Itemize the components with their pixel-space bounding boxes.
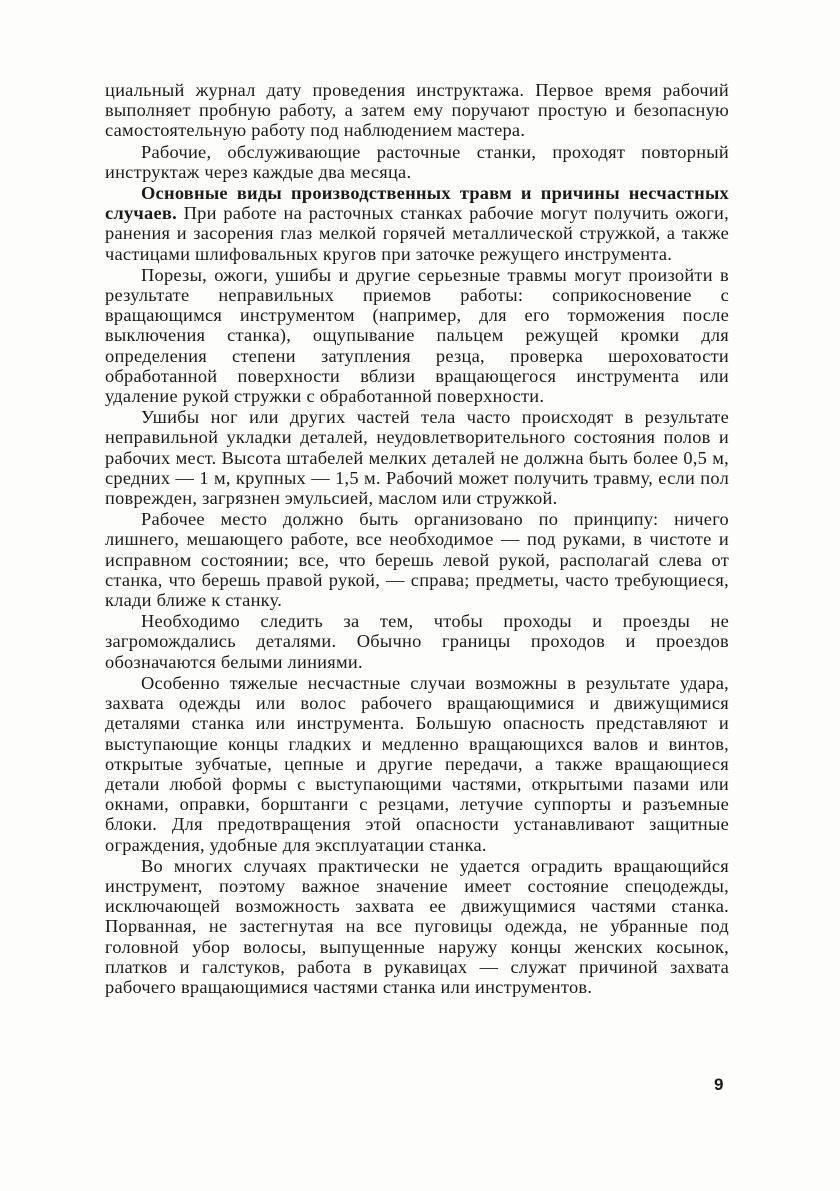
page-number: 9 <box>714 1075 724 1094</box>
section-heading: Основные виды производственных травм и причины несчастных случаев. <box>105 183 729 224</box>
paragraph-2 <box>105 142 729 182</box>
paragraph-8-text: Особенно тяжелые несчастные случаи возможны в результате удара, захвата одежды или волос рабочего вращающимися и движущимися деталями станка или инструмента. Большую опасность представляют и выступающие концы гладких и медленно вращающихся валов и винтов, открытые зубчатые, цепные и другие передачи, а также вращающиеся детали любой формы с выступающими частями, открытыми пазами или окнами, оправки, борштанги с резцами, летучие суппорты и разъемные блоки. Для предотвращения этой опасности устанавливают защитные ограждения, удобные для эксплуатации станка. <box>105 672 729 855</box>
paragraph-6 <box>105 509 729 610</box>
paragraph-2-text: Рабочие, обслуживающие расточные станки, проходят повторный инструктаж через каждые два месяца. <box>105 141 729 182</box>
paragraph-4-text: Порезы, ожоги, ушибы и другие серьезные травмы могут произойти в результате неправильных приемов работы: соприкосновение с вращающимся инструментом (например, для его торможения после выключения станка), ощупывание пальцем режущей кромки для определения степени затупления резца, проверка шероховатости обработанной поверхности вблизи вращающегося инструмента или удаление рукой стружки с обработанной поверхности. <box>105 264 729 407</box>
paragraph-9 <box>105 856 729 997</box>
paragraph-5-text: Ушибы ног или других частей тела часто происходят в результате неправильной укладки деталей, неудовлетворительного состояния полов и рабочих мест. Высота штабелей мелких деталей не должна быть более 0,5 м, средних — 1 м, крупных — 1,5 м. Рабочий может получить травму, если пол поврежден, загрязнен эмульсией, маслом или стружкой. <box>105 407 729 509</box>
paragraph-7-text: Необходимо следить за тем, чтобы проходы и проезды не загромождались деталями. Обычно границы проходов и проездов обозначаются белыми линиями. <box>105 611 729 672</box>
body-text <box>105 80 729 997</box>
paragraph-1-text: циальный журнал дату проведения инструктажа. Первое время рабочий выполняет пробную работу, а затем ему поручают простую и безопасную самостоятельную работу под наблюдением мастера. <box>105 80 729 141</box>
paragraph-9-text: Во многих случаях практически не удается оградить вращающийся инструмент, поэтому важное значение имеет состояние спецодежды, исключающей возможность захвата ее движущимися частями станка. Порванная, не застегнутая на все пуговицы одежда, не убранные под головной убор волосы, выпущенные наружу концы женских косынок, платков и галстуков, работа в рукавицах — служат причиной захвата рабочего вращающимися частями станка или инструментов. <box>105 855 729 997</box>
paragraph-3-text: При работе на расточных станках рабочие могут получить ожоги, ранения и засорения глаз мелкой горячей металлической стружкой, а также частицами шлифовальных кругов при заточке режущего инструмента. <box>105 203 729 264</box>
paragraph-6-text: Рабочее место должно быть организовано по принципу: ничего лишнего, мешающего работе, все необходимое — под руками, в чистоте и исправном состоянии; все, что берешь левой рукой, располагай слева от станка, что берешь правой рукой, — справа; предметы, часто требующиеся, клади ближе к станку. <box>105 509 729 611</box>
paragraph-8 <box>105 673 729 855</box>
paragraph-7 <box>105 611 729 672</box>
paragraph-1 <box>105 80 729 141</box>
paragraph-4 <box>105 265 729 406</box>
paragraph-3-section-heading <box>105 183 729 264</box>
paragraph-5 <box>105 407 729 508</box>
